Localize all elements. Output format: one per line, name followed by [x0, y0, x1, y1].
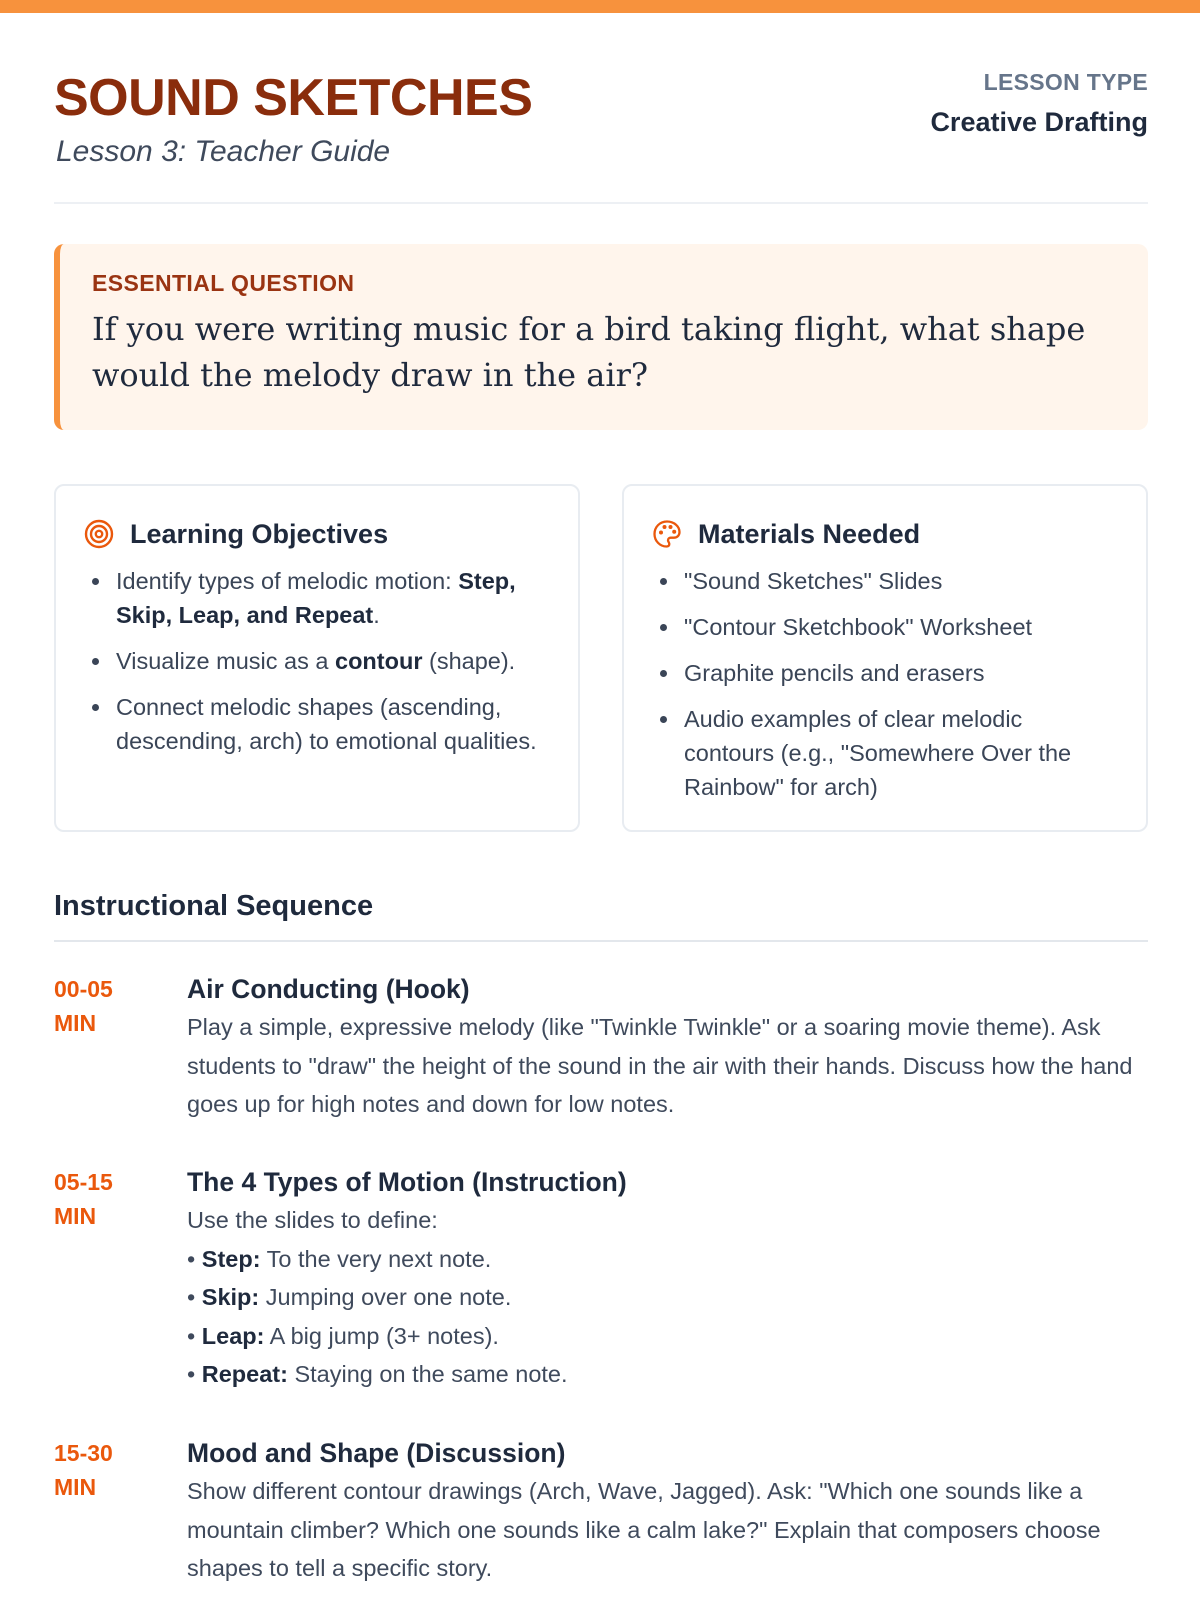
step-description: Show different contour drawings (Arch, Wave, Jagged). Ask: "Which one sounds like a mountain climber? Which one sounds like a calm lake?" Explain that composers choose shapes to tell a specific story. [187, 1478, 1101, 1581]
lesson-type-label: LESSON TYPE [983, 69, 1148, 95]
step-title: Mood and Shape (Discussion) [187, 1438, 566, 1468]
step-time: 15-30 MIN [54, 1440, 113, 1500]
lesson-type-value: Creative Drafting [930, 107, 1148, 137]
page-title: SOUND SKETCHES [54, 69, 533, 127]
palette-icon [652, 519, 682, 549]
step-time: 05-15 MIN [54, 1169, 113, 1229]
step-title: The 4 Types of Motion (Instruction) [187, 1167, 627, 1197]
instructional-sequence-heading: Instructional Sequence [54, 884, 1148, 942]
learning-objectives-header [84, 516, 550, 552]
step-description [187, 1201, 1148, 1394]
step-intro: Use the slides to define: [187, 1207, 438, 1233]
material-item: "Contour Sketchbook" Worksheet [652, 610, 1118, 644]
material-item: Audio examples of clear melodic contours (e.g., "Somewhere Over the Rainbow" for arch) [652, 702, 1118, 804]
materials-needed-card [622, 484, 1148, 832]
step-description: Play a simple, expressive melody (like "Twinkle Twinkle" or a soaring movie theme). Ask students to "draw" the height of the sound in the air with their hands. Discuss how the hand goes up for high notes and down for low notes. [187, 1014, 1133, 1117]
motion-type-item: • Leap: A big jump (3+ notes). [187, 1322, 499, 1349]
step-body [187, 1436, 1148, 1588]
page-header [54, 62, 1148, 204]
page-subtitle: Lesson 3: Teacher Guide [56, 135, 391, 168]
target-icon [84, 519, 114, 549]
motion-type-item: • Step: To the very next note. [187, 1245, 492, 1272]
objective-item: Connect melodic shapes (ascending, descending, arch) to emotional qualities. [84, 690, 550, 758]
step-body [187, 972, 1148, 1124]
material-item: "Sound Sketches" Slides [652, 564, 1118, 598]
step-title: Air Conducting (Hook) [187, 974, 470, 1004]
lesson-type [930, 66, 1148, 142]
top-accent-bar [0, 0, 1200, 13]
learning-objectives-card [54, 484, 580, 832]
materials-needed-header [652, 516, 1118, 552]
essential-question-text: If you were writing music for a bird taking flight, what shape would the melody draw in the air? [92, 310, 1086, 394]
objective-item: Visualize music as a contour (shape). [84, 644, 550, 678]
motion-type-item: • Skip: Jumping over one note. [187, 1284, 512, 1310]
learning-objectives-title: Learning Objectives [130, 518, 389, 549]
motion-type-item: • Repeat: Staying on the same note. [187, 1361, 568, 1387]
essential-question-label: ESSENTIAL QUESTION [92, 270, 355, 296]
materials-list [652, 564, 1118, 804]
learning-objectives-list [84, 564, 550, 758]
material-item: Graphite pencils and erasers [652, 656, 1118, 690]
essential-question-callout [54, 244, 1148, 430]
step-time: 00-05 MIN [54, 976, 113, 1036]
objective-item: Identify types of melodic motion: Step, Skip, Leap, and Repeat. [84, 564, 550, 632]
materials-needed-title: Materials Needed [698, 518, 921, 549]
step-body [187, 1165, 1148, 1394]
